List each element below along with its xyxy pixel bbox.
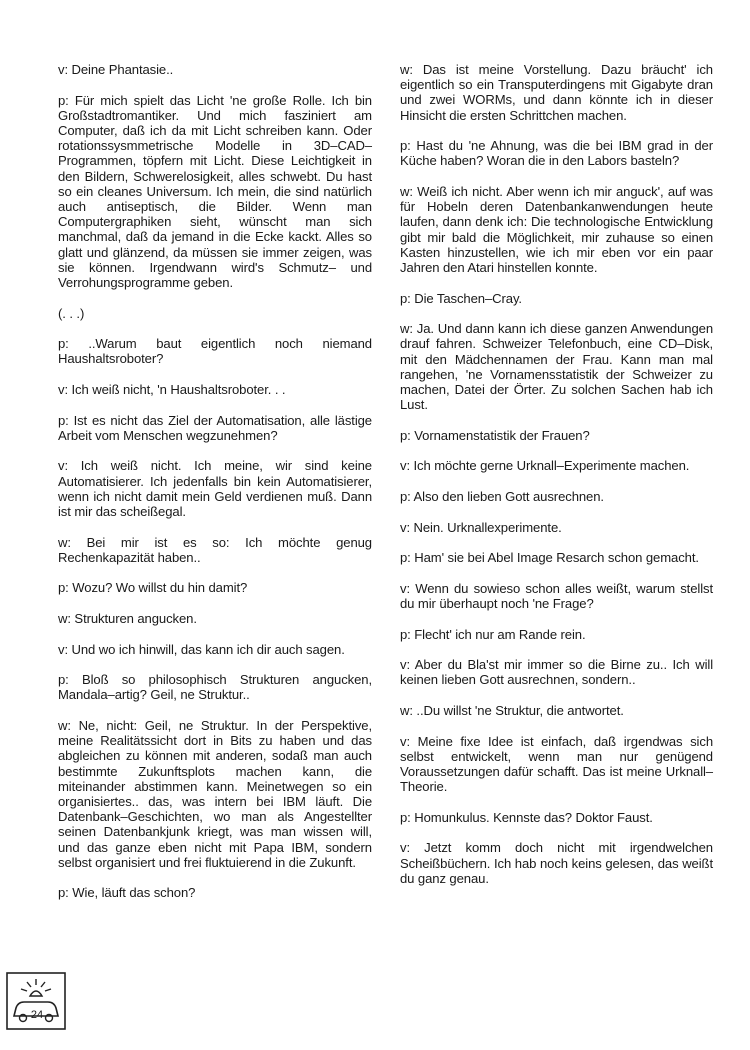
right-column (400, 62, 713, 886)
paragraph: v: Und wo ich hinwill, das kann ich dir auch sagen. (58, 641, 345, 657)
paragraph: v: Meine fixe Idee ist einfach, daß irgendwas sich selbst entwickelt, wenn man nur genügend Voraussetzungen dafür schafft. Das ist meine Urknall–Theorie. (400, 733, 713, 795)
paragraph: w: Ja. Und dann kann ich diese ganzen Anwendungen drauf fahren. Schweizer Telefonbuch, eine CD–Disk, mit den Mädchennamen der Frau. Kann man mal rangehen, 'ne Vornamensstatistik der Schweizer zu machen, Datei der Örter. Zu solchen Sachen hab ich Lust. (400, 321, 713, 413)
paragraph: p: ..Warum baut eigentlich noch niemand Haushaltsroboter? (58, 336, 372, 367)
paragraph: v: Ich weiß nicht, 'n Haushaltsroboter. . . (58, 382, 286, 398)
paragraph: (. . .) (58, 305, 85, 321)
paragraph: v: Jetzt komm doch nicht mit irgendwelchen Scheißbüchern. Ich hab noch keins gelesen, das weißt du ganz genau. (400, 840, 713, 886)
paragraph: p: Die Taschen–Cray. (400, 290, 522, 306)
paragraph: w: ..Du willst 'ne Struktur, die antwortet. (400, 702, 624, 718)
car-with-siren-icon (6, 972, 66, 1030)
paragraph: v: Deine Phantasie.. (58, 62, 174, 77)
paragraph: p: Wozu? Wo willst du hin damit? (58, 580, 248, 596)
paragraph: w: Das ist meine Vorstellung. Dazu bräucht' ich eigentlich so ein Transputerdingens mit Gigabyte dran und zwei WORMs, und dann könnte ich in dieser Hinsicht die ersten Schrittchen machen. (400, 62, 713, 123)
paragraph: p: Ham' sie bei Abel Image Resarch schon gemacht. (400, 550, 699, 566)
left-column (58, 62, 372, 901)
paragraph: p: Homunkulus. Kennste das? Doktor Faust. (400, 809, 653, 825)
paragraph: v: Aber du Bla'st mir immer so die Birne zu.. Ich will keinen lieben Gott ausrechnen, sondern.. (400, 657, 713, 688)
paragraph: p: Für mich spielt das Licht 'ne große Rolle. Ich bin Großstadtromantiker. Und mich fasziniert am Computer, daß ich da mit Licht schreiben kann. Oder rotationssysmmetrische Modelle in 3D–CAD–Programmen, töpfern mit Licht. Diese Leichtigkeit in den Bildern, Schwerelosigkeit, alles schwebt. Du hast so ein cleanes Universum. Ich mein, die sind natürlich auch antiseptisch, die Bilder. Wenn man Computergraphiken sieht, wünscht man sich manchmal, daß da jemand in die Ecke kackt. Alles so glatt und glänzend, da müssen sie immer zeigen, was sie können. Irgendwann wird's Schmutz– und Verrohungsprogramme geben. (58, 92, 372, 291)
paragraph: p: Bloß so philosophisch Strukturen angucken, Mandala–artig? Geil, ne Struktur.. (58, 672, 372, 703)
paragraph: p: Hast du 'ne Ahnung, was die bei IBM grad in der Küche haben? Woran die in den Labors basteln? (400, 138, 713, 169)
paragraph: p: Wie, läuft das schon? (58, 885, 196, 901)
paragraph: v: Ich möchte gerne Urknall–Experimente machen. (400, 458, 690, 474)
paragraph: w: Strukturen angucken. (58, 611, 197, 626)
page-number: 24 (30, 1009, 44, 1021)
paragraph: v: Ich weiß nicht. Ich meine, wir sind keine Automatisierer. Ich jedenfalls bin kein Automatisierer, wenn ich nicht damit mein Geld verdienen muß. Dann ist mir das scheißegal. (58, 458, 372, 520)
paragraph: v: Wenn du sowieso schon alles weißt, warum stellst du mir überhaupt noch 'ne Frage? (400, 580, 713, 611)
paragraph: p: Flecht' ich nur am Rande rein. (400, 626, 586, 642)
paragraph: p: Vornamenstatistik der Frauen? (400, 427, 590, 443)
paragraph: w: Weiß ich nicht. Aber wenn ich mir anguck', auf was für Hobeln deren Datenbankanwendungen heute laufen, dann denk ich: Die technologische Entwicklung gibt mir bald die Möglichkeit, mir zuhause so einen Kasten hinzustellen, wie ich mir eben vor ein paar Jahren den Atari hinstellen konnte. (400, 184, 713, 276)
paragraph: w: Ne, nicht: Geil, ne Struktur. In der Perspektive, meine Realitätssicht dort in Bits zu haben und das abgleichen zu können mit anderen, sodaß man auch bestimmte Zukunftsplots machen kann, die miteinander abstimmen kann. Meinetwegen so ein organisiertes.. das, was intern bei IBM läuft. Die Datenbank–Geschichten, wo man als Angestellter seinen Datenbankjunk kriegt, was man wissen will, und das ganze eben nicht mit Papa IBM, sondern selbst organisiert und frei fluktuierend in die Zukunft. (58, 717, 372, 870)
paragraph: p: Also den lieben Gott ausrechnen. (400, 489, 604, 504)
paragraph: p: Ist es nicht das Ziel der Automatisation, alle lästige Arbeit vom Menschen wegzunehmen? (58, 412, 372, 443)
paragraph: w: Bei mir ist es so: Ich möchte genug Rechenkapazität haben.. (58, 534, 372, 565)
paragraph: v: Nein. Urknallexperimente. (400, 519, 562, 535)
